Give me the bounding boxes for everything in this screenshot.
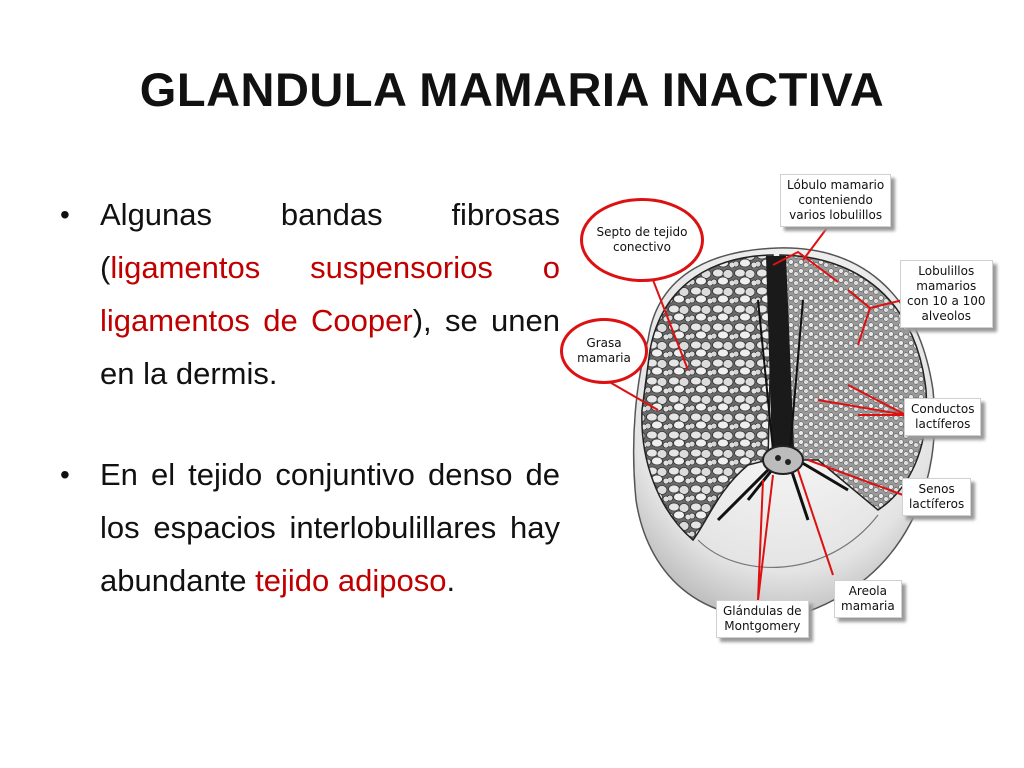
- lobulillos-label-line: Lobulillos: [918, 264, 975, 278]
- montgomery-label: [716, 600, 809, 638]
- lobulo-label: [780, 174, 891, 227]
- montgomery-label-line: Glándulas de: [723, 604, 802, 618]
- conductos-label-line: Conductos: [911, 402, 975, 416]
- lobulillos-label-line: alveolos: [921, 309, 971, 323]
- bullet-item: [60, 448, 560, 607]
- conductos-label-line: lactíferos: [915, 417, 971, 431]
- bullet-text-highlight: ligamentos suspensorios o ligamentos de Cooper: [100, 250, 560, 338]
- slide-title: GLANDULA MAMARIA INACTIVA: [139, 63, 885, 116]
- montgomery-label-line: Montgomery: [724, 619, 801, 633]
- bullet-dot-icon: •: [60, 459, 70, 490]
- areola-label: [834, 580, 902, 618]
- areola-label-line: mamaria: [841, 599, 895, 613]
- lobulo-label-line: conteniendo: [798, 193, 873, 207]
- grasa-label-line: Grasa: [586, 336, 622, 350]
- bullet-text-highlight: tejido adiposo: [255, 563, 447, 598]
- bullet-text-part: Algunas bandas fibrosas (: [100, 197, 560, 285]
- senos-label: [902, 478, 971, 516]
- senos-label-line: lactíferos: [909, 497, 965, 511]
- lobulo-label-line: Lóbulo mamario: [787, 178, 885, 192]
- septo-label-line: Septo de tejido: [596, 225, 688, 239]
- grasa-label-line: mamaria: [577, 351, 631, 365]
- bullet-text-part: En el tejido conjuntivo denso de los espacios interlobulillares hay abundante: [100, 457, 560, 598]
- septo-label: [580, 198, 704, 282]
- senos-label-line: Senos: [918, 482, 955, 496]
- bullet-text-part: ), se unen en la dermis.: [100, 303, 560, 391]
- lobulillos-label-line: mamarios: [916, 279, 977, 293]
- lobulillos-label: [900, 260, 993, 328]
- breast-anatomy-diagram: [558, 160, 998, 660]
- bullet-list: [60, 188, 560, 607]
- lobulillos-label-line: con 10 a 100: [907, 294, 986, 308]
- bullet-dot-icon: •: [60, 199, 70, 230]
- conductos-label: [904, 398, 981, 436]
- areola-label-line: Areola: [848, 584, 887, 598]
- septo-label-line: conectivo: [612, 240, 671, 254]
- grasa-label: [560, 318, 648, 384]
- bullet-text-part: .: [446, 563, 456, 598]
- bullet-item: [60, 188, 560, 400]
- lobulo-label-line: varios lobulillos: [789, 208, 883, 222]
